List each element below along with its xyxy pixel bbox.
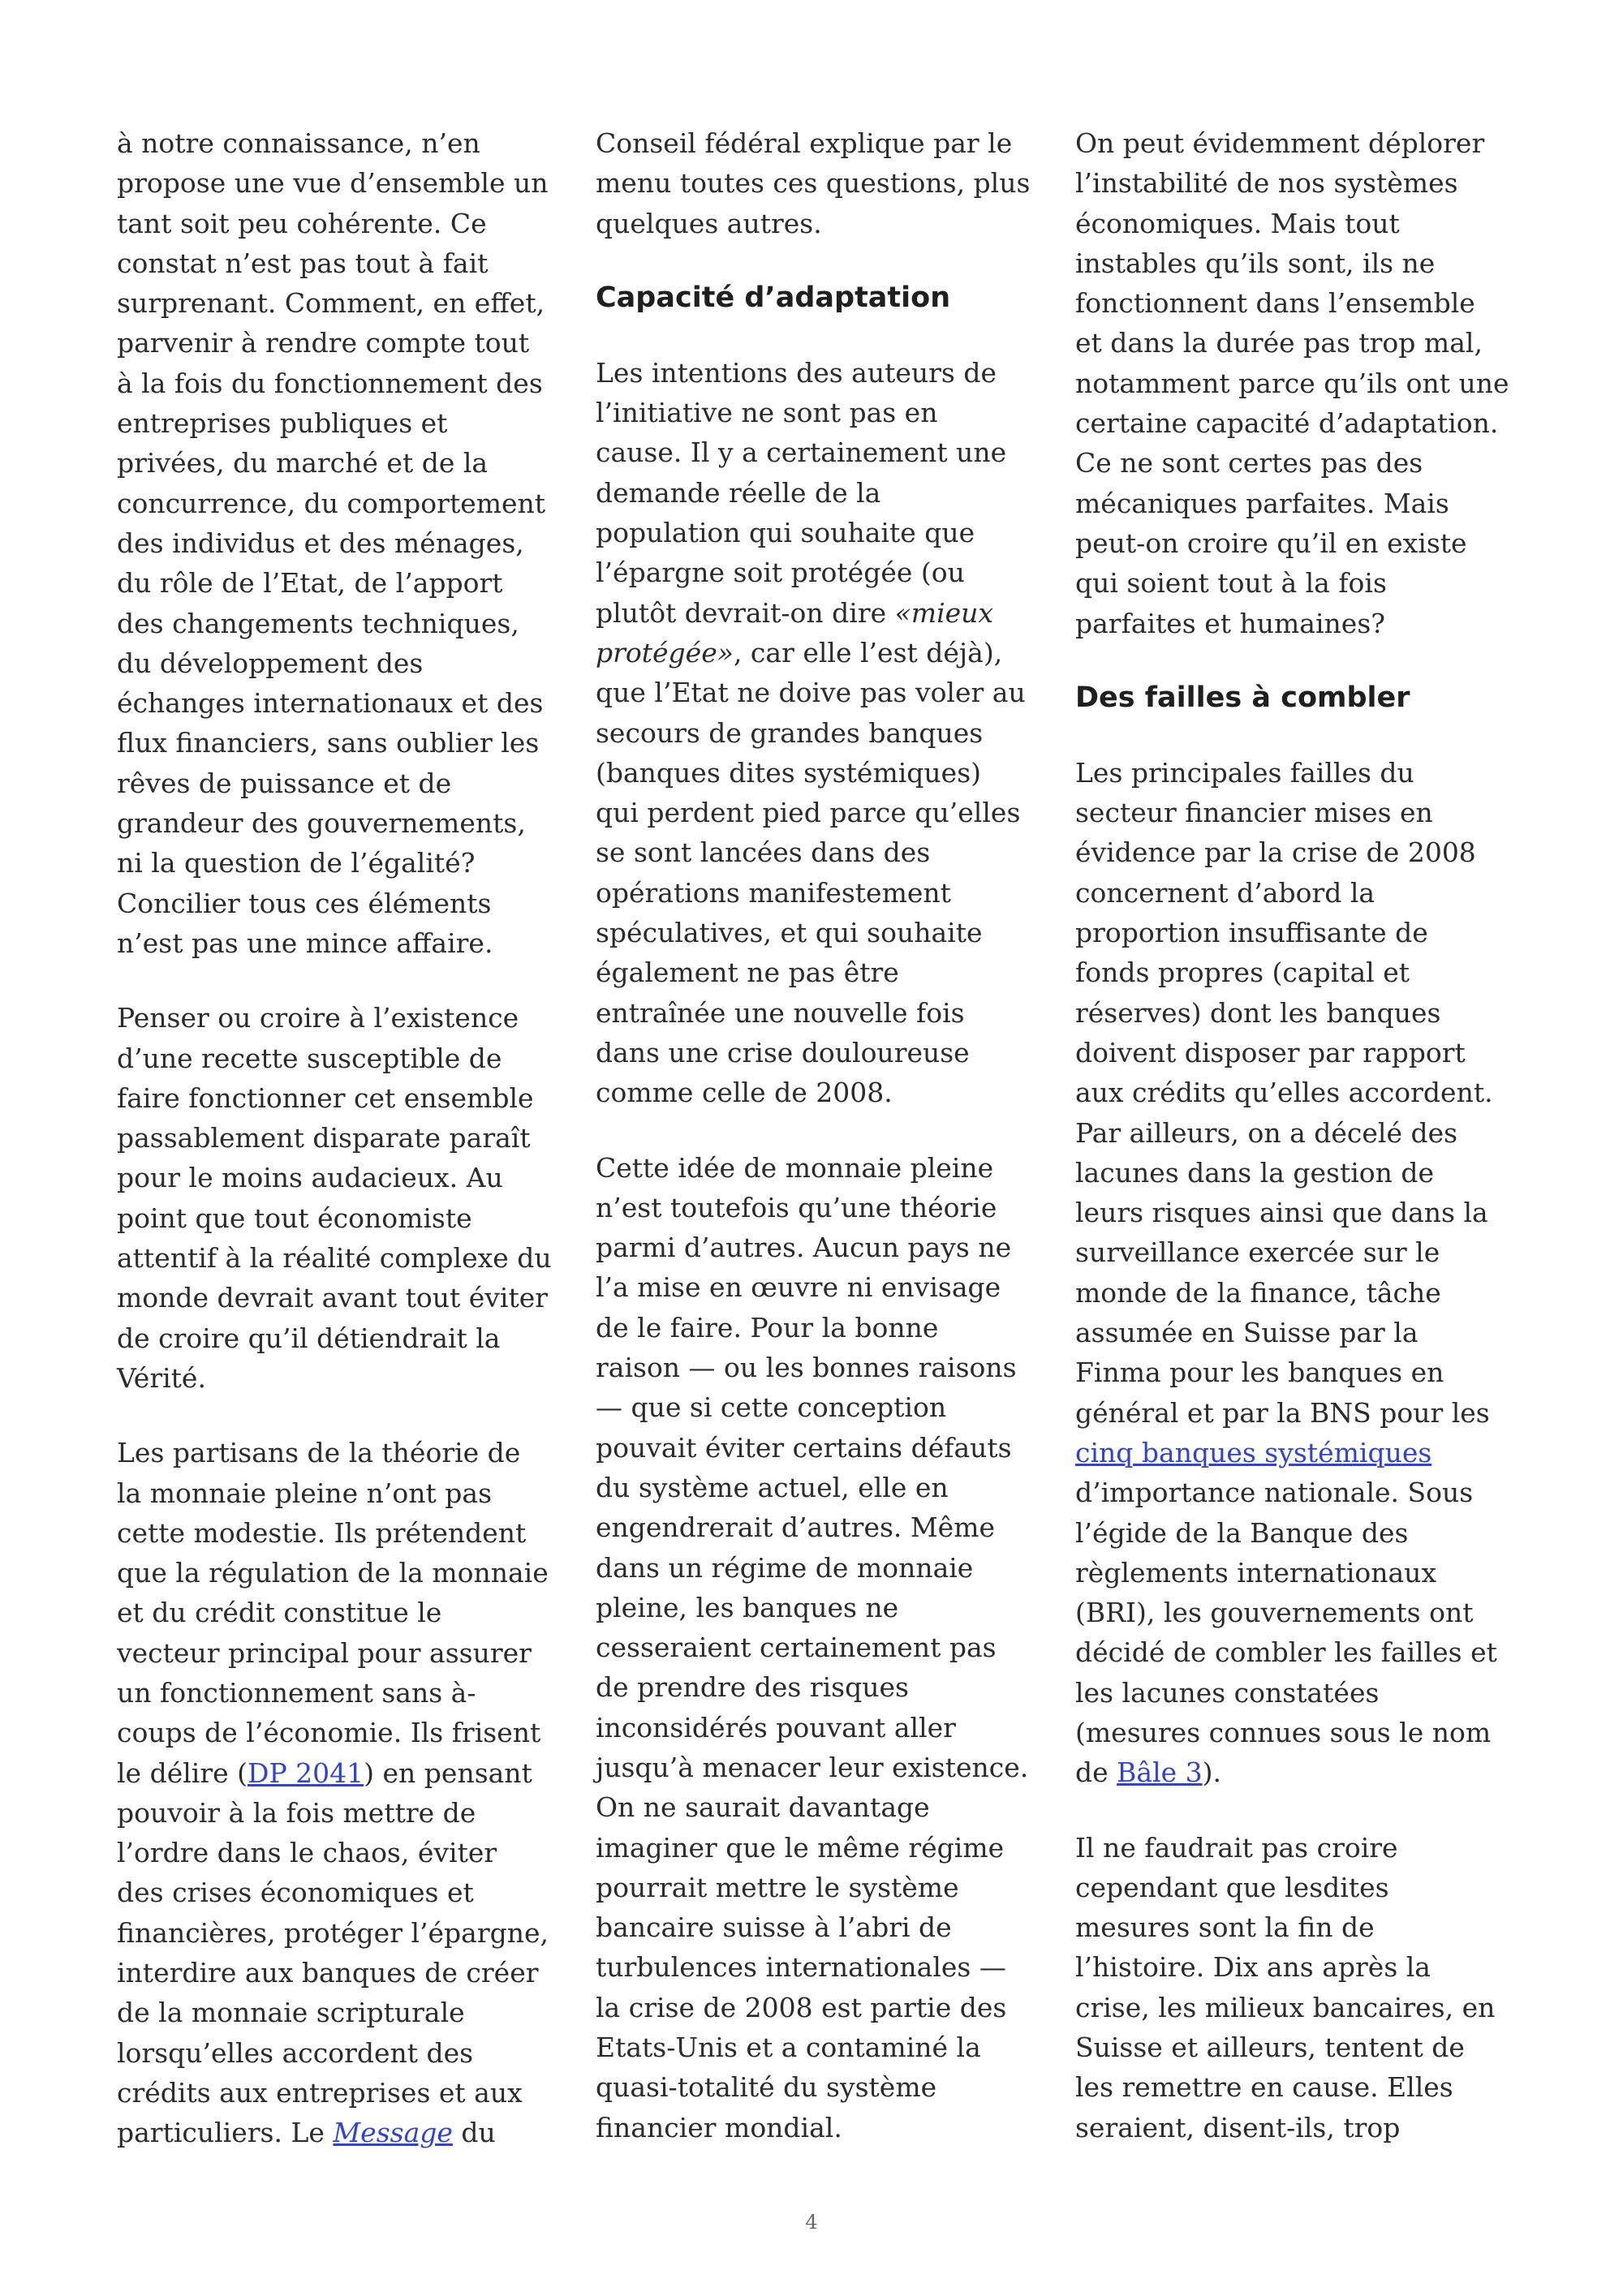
text-line: inconsidérés pouvant aller xyxy=(596,1711,956,1743)
text-line: quelques autres. xyxy=(596,207,822,239)
text-line: spéculatives, et qui souhaite xyxy=(596,917,983,949)
text-line: notamment parce qu’ils ont une xyxy=(1075,367,1509,399)
text-line: pouvoir à la fois mettre de xyxy=(117,1796,476,1829)
text-line: mécaniques parfaites. Mais xyxy=(1075,487,1449,519)
text-line: financières, protéger l’épargne, xyxy=(117,1916,549,1949)
text-line: financier mondial. xyxy=(596,2111,842,2143)
text-line: du rôle de l’Etat, de l’apport xyxy=(117,567,503,600)
text-line: qui perdent pied parce qu’elles xyxy=(596,797,1021,829)
text-line: parfaites et humaines? xyxy=(1075,607,1385,639)
bale-3-link[interactable]: Bâle 3 xyxy=(1117,1756,1203,1789)
text-line: proportion insuffisante de xyxy=(1075,917,1428,949)
text-line: entreprises publiques et xyxy=(117,407,448,440)
text-line: On ne saurait davantage xyxy=(596,1791,930,1824)
text-line: lorsqu’elles accordent des xyxy=(117,2036,474,2069)
text-line: instables qu’ils sont, ils ne xyxy=(1075,247,1436,279)
text-line: protégée», car elle l’est déjà), xyxy=(596,636,1003,669)
text-line: l’initiative ne sont pas en xyxy=(596,397,938,429)
text-line: leurs risques ainsi que dans la xyxy=(1075,1197,1488,1229)
text-line xyxy=(1075,1433,1538,1473)
text-line: Ce ne sont certes pas des xyxy=(1075,447,1423,479)
paragraph xyxy=(117,123,571,963)
text-line: cause. Il y a certainement une xyxy=(596,436,1007,469)
column-2 xyxy=(596,123,1050,2148)
text-line: certaine capacité d’adaptation. xyxy=(1075,407,1499,440)
text-line: entraînée une nouvelle fois xyxy=(596,996,965,1029)
text-line: constat n’est pas tout à fait xyxy=(117,247,489,279)
text-line: la crise de 2008 est partie des xyxy=(596,1991,1007,2023)
text-line: l’ordre dans le chaos, éviter xyxy=(117,1837,497,1869)
text-line: rêves de puissance et de xyxy=(117,767,452,799)
text-line: règlements internationaux xyxy=(1075,1556,1437,1589)
text-line: tant soit peu cohérente. Ce xyxy=(117,207,487,239)
paragraph xyxy=(1075,1828,1538,2148)
text-line: jusqu’à menacer leur existence. xyxy=(596,1751,1029,1783)
text-line: comme celle de 2008. xyxy=(596,1077,893,1109)
text-line: Les principales failles du xyxy=(1075,756,1414,789)
text-line: menu toutes ces questions, plus xyxy=(596,167,1031,200)
section-heading-capacite: Capacité d’adaptation xyxy=(596,281,951,314)
text-line: de Bâle 3). xyxy=(1075,1756,1222,1789)
text-line: réserves) dont les banques xyxy=(1075,996,1441,1029)
text-line: plutôt devrait-on dire «mieux xyxy=(596,596,994,629)
text-line: qui soient tout à la fois xyxy=(1075,567,1387,600)
text-line: (banques dites systémiques) xyxy=(596,756,982,789)
text-line: monde devrait avant tout éviter xyxy=(117,1282,549,1314)
text-line: attentif à la réalité complexe du xyxy=(117,1242,552,1275)
paragraph xyxy=(596,353,1050,1113)
text-line: de le faire. Pour la bonne xyxy=(596,1311,939,1344)
text-line: — que si cette conception xyxy=(596,1391,947,1424)
text-line: pour le moins audacieux. Au xyxy=(117,1162,503,1194)
text-line: peut-on croire qu’il en existe xyxy=(1075,527,1467,559)
paragraph xyxy=(596,1148,1050,2148)
text-line: Concilier tous ces éléments xyxy=(117,887,492,919)
paragraph xyxy=(117,1433,571,2152)
section-heading-failles: Des failles à combler xyxy=(1075,681,1410,714)
text-line: des changements techniques, xyxy=(117,607,519,639)
text-line: passablement disparate paraît xyxy=(117,1122,531,1154)
text-line: l’histoire. Dix ans après la xyxy=(1075,1951,1431,1984)
text-line: monde de la finance, tâche xyxy=(1075,1276,1441,1309)
text-line: secours de grandes banques xyxy=(596,716,984,749)
text-line: assumée en Suisse par la xyxy=(1075,1317,1419,1349)
text-line: opérations manifestement xyxy=(596,876,951,909)
text-line: cependant que lesdites xyxy=(1075,1871,1389,1903)
text-line: crédits aux entreprises et aux xyxy=(117,2076,523,2109)
text-line: (BRI), les gouvernements ont xyxy=(1075,1597,1474,1629)
text-line: surprenant. Comment, en effet, xyxy=(117,287,545,320)
text-line: à la fois du fonctionnement des xyxy=(117,367,543,399)
page-number: 4 xyxy=(805,2211,818,2234)
text-line: On peut évidemment déplorer xyxy=(1075,127,1485,159)
text-line: aux crédits qu’elles accordent. xyxy=(1075,1077,1493,1109)
text-line: Il ne faudrait pas croire xyxy=(1075,1831,1398,1864)
text-line: de croire qu’il détiendrait la xyxy=(117,1322,501,1354)
text-line: faire fonctionner cet ensemble xyxy=(117,1081,534,1114)
text-line: d’importance nationale. Sous xyxy=(1075,1477,1474,1509)
text-line: bancaire suisse à l’abri de xyxy=(596,1911,952,1944)
text-line: particuliers. Le Message du xyxy=(117,2117,496,2149)
text-line: Penser ou croire à l’existence xyxy=(117,1002,519,1034)
message-link[interactable]: Message xyxy=(333,2117,453,2149)
text-line: pleine, les banques ne xyxy=(596,1591,899,1623)
text-line: propose une vue d’ensemble un xyxy=(117,167,549,200)
text-line: Etats-Unis et a contaminé la xyxy=(596,2032,981,2064)
text-line: grandeur des gouvernements, xyxy=(117,807,526,840)
text-line: parvenir à rendre compte tout xyxy=(117,327,530,359)
text-line: que la régulation de la monnaie xyxy=(117,1557,549,1589)
text-line: Finma pour les banques en xyxy=(1075,1357,1444,1389)
text-line: l’a mise en œuvre ni envisage xyxy=(596,1271,1001,1304)
paragraph xyxy=(1075,123,1538,643)
text-line: imaginer que le même régime xyxy=(596,1831,1005,1864)
text-line: les remettre en cause. Elles xyxy=(1075,2071,1453,2104)
text-line: la monnaie pleine n’ont pas xyxy=(117,1477,493,1509)
text-line: parmi d’autres. Aucun pays ne xyxy=(596,1232,1012,1264)
paragraph xyxy=(117,998,571,1398)
text-line: pourrait mettre le système xyxy=(596,1871,959,1903)
text-line: ni la question de l’égalité? xyxy=(117,847,476,879)
text-line: Cette idée de monnaie pleine xyxy=(596,1151,994,1184)
text-line: Vérité. xyxy=(117,1361,206,1394)
text-line: du développement des xyxy=(117,647,424,679)
text-line: Conseil fédéral explique par le xyxy=(596,127,1013,159)
column-3 xyxy=(1075,123,1538,2148)
text-line: n’est toutefois qu’une théorie xyxy=(596,1191,997,1223)
cinq-banques-link[interactable]: cinq banques systémiques xyxy=(1075,1436,1432,1468)
text-line: l’instabilité de nos systèmes xyxy=(1075,167,1458,200)
text-line: concurrence, du comportement xyxy=(117,487,546,519)
text-line: de la monnaie scripturale xyxy=(117,1997,465,2029)
text-line: secteur financier mises en xyxy=(1075,797,1433,829)
text-line: des crises économiques et xyxy=(117,1877,474,1909)
paragraph xyxy=(1075,753,1538,1793)
text-line: du système actuel, elle en xyxy=(596,1471,949,1503)
text-line: seraient, disent-ils, trop xyxy=(1075,2111,1401,2143)
text-line: raison — ou les bonnes raisons xyxy=(596,1352,1017,1384)
text-line: de prendre des risques xyxy=(596,1671,909,1704)
text-line: coups de l’économie. Ils frisent xyxy=(117,1717,541,1749)
text-line: fonds propres (capital et xyxy=(1075,957,1410,989)
dp-2041-link[interactable]: DP 2041 xyxy=(248,1756,364,1789)
text-line: les lacunes constatées xyxy=(1075,1676,1380,1709)
text-line: se sont lancées dans des xyxy=(596,836,931,869)
text-line: économiques. Mais tout xyxy=(1075,207,1400,239)
text-line: dans un régime de monnaie xyxy=(596,1551,974,1584)
text-line: doivent disposer par rapport xyxy=(1075,1036,1466,1068)
text-line: n’est pas une mince affaire. xyxy=(117,927,493,959)
text-line: (mesures connues sous le nom xyxy=(1075,1716,1492,1748)
text-line: cesseraient certainement pas xyxy=(596,1632,997,1664)
text-line: cette modestie. Ils prétendent xyxy=(117,1516,527,1549)
text-line: surveillance exercée sur le xyxy=(1075,1236,1440,1269)
text-line: vecteur principal pour assurer xyxy=(117,1636,532,1669)
text-line: mesures sont la fin de xyxy=(1075,1911,1375,1944)
text-line: privées, du marché et de la xyxy=(117,447,489,479)
text-line: et du crédit constitue le xyxy=(117,1597,442,1629)
text-line: le délire (DP 2041) en pensant xyxy=(117,1756,532,1789)
column-1 xyxy=(117,123,571,2153)
text-line: flux financiers, sans oublier les xyxy=(117,727,540,759)
text-line: fonctionnent dans l’ensemble xyxy=(1075,287,1475,320)
text-line: demande réelle de la xyxy=(596,476,881,509)
text-line: pouvait éviter certains défauts xyxy=(596,1431,1012,1464)
text-line: turbulences internationales — xyxy=(596,1951,1006,1984)
text-line: décidé de combler les failles et xyxy=(1075,1636,1497,1669)
paragraph xyxy=(596,123,1050,243)
text-line: d’une recette susceptible de xyxy=(117,1042,502,1074)
text-line: l’égide de la Banque des xyxy=(1075,1516,1409,1549)
text-line: crise, les milieux bancaires, en xyxy=(1075,1991,1496,2023)
text-line: concernent d’abord la xyxy=(1075,876,1375,909)
text-line: un fonctionnement sans à- xyxy=(117,1676,476,1709)
text-line: général et par la BNS pour les xyxy=(1075,1396,1490,1429)
text-line: Les intentions des auteurs de xyxy=(596,356,997,389)
text-line: Les partisans de la théorie de xyxy=(117,1437,521,1469)
text-line: lacunes dans la gestion de xyxy=(1075,1156,1435,1189)
text-line: échanges internationaux et des xyxy=(117,687,544,720)
text-line: dans une crise douloureuse xyxy=(596,1036,970,1068)
text-line: Par ailleurs, on a décelé des xyxy=(1075,1116,1458,1149)
text-line: point que tout économiste xyxy=(117,1202,472,1234)
text-line: quasi-totalité du système xyxy=(596,2071,937,2104)
text-line: l’épargne soit protégée (ou xyxy=(596,557,965,589)
text-line: que l’Etat ne doive pas voler au xyxy=(596,677,1026,709)
text-line: et dans la durée pas trop mal, xyxy=(1075,327,1483,359)
text-line: à notre connaissance, n’en xyxy=(117,127,480,159)
text-line: Suisse et ailleurs, tentent de xyxy=(1075,2032,1465,2064)
text-line: évidence par la crise de 2008 xyxy=(1075,836,1476,869)
text-line: des individus et des ménages, xyxy=(117,527,524,559)
text-line: interdire aux banques de créer xyxy=(117,1957,539,1989)
text-line: engendrerait d’autres. Même xyxy=(596,1511,996,1544)
text-line: également ne pas être xyxy=(596,957,899,989)
text-line: population qui souhaite que xyxy=(596,517,975,549)
